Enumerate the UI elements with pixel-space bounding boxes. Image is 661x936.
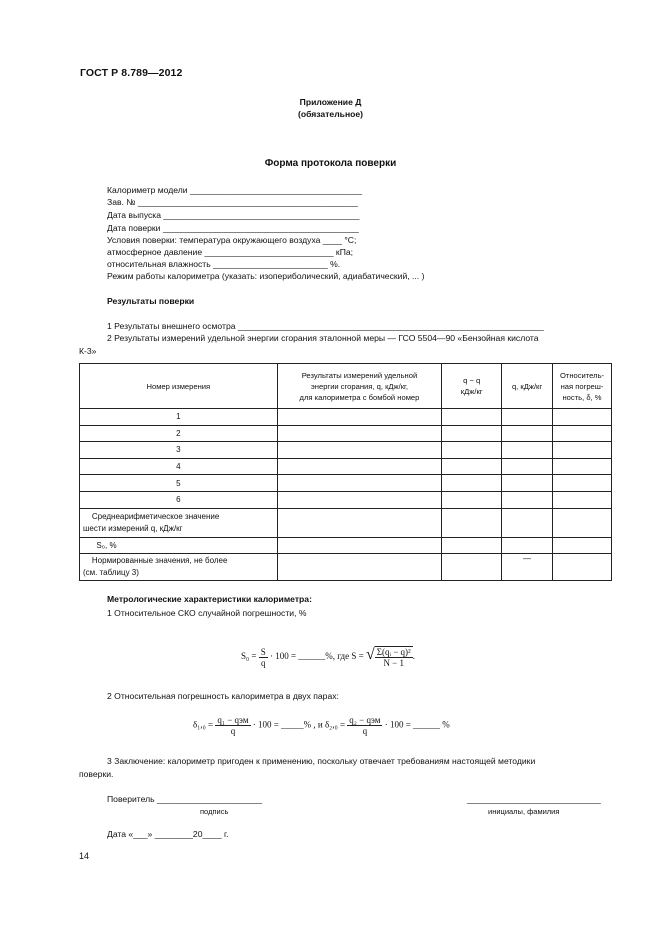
formula-s0: S₀ = $\frac{S}{q}$ · 100 = ______%, где S = √ $\frac{\text{Σ(qᵢ − q)²}}{N - 1}$ .: [241, 646, 415, 668]
f2-b: δ₂,₀ =: [324, 719, 346, 730]
metro-item-2: 2 Относительная погрешность калориметра в двух парах:: [107, 691, 339, 701]
f2-num2: q₂ − qэм: [349, 715, 381, 725]
field-model: Калориметр модели ____________________________________: [107, 185, 363, 195]
col-diff-header: [442, 364, 502, 409]
row-number: 6: [80, 491, 278, 508]
mean-label: [80, 508, 278, 537]
f1-sum-den: N − 1: [383, 658, 405, 668]
f1-sqrt-frac: [375, 646, 413, 668]
row-number: 5: [80, 475, 278, 492]
table-row: [80, 409, 612, 426]
row-number: 2: [80, 425, 278, 442]
f2-a: δ₁,₀ =: [193, 719, 214, 730]
col-results-l2: энергии сгорания, q, кДж/кг,: [310, 381, 408, 391]
norm-label: [80, 554, 278, 581]
field-mode: Режим работы калориметра (указать: изопериболический, адиабатический, ... ): [107, 271, 425, 281]
initials-line: ____________________________: [467, 794, 601, 804]
col-error-l3: ность, δ, %: [562, 392, 602, 402]
field-serial: Зав. № ______________________________________________: [107, 197, 358, 207]
col-diff-l2: кДж/кг: [460, 387, 483, 396]
col-mean-header: q, кДж/кг: [502, 364, 553, 409]
col-error-l2: ная погреш-: [560, 381, 604, 391]
f1-mid: · 100 = ______%, где S =: [269, 651, 364, 662]
document-header: ГОСТ Р 8.789—2012: [80, 67, 183, 79]
field-pressure: атмосферное давление ___________________________ кПа;: [107, 247, 354, 257]
field-temperature: Условия поверки: температура окружающего воздуха ____ °C;: [107, 235, 357, 245]
f2-mid1: · 100 = _____% , и: [252, 719, 323, 730]
table-row: [80, 491, 612, 508]
field-humidity: относительная влажность ________________________ %.: [107, 259, 341, 269]
form-title: Форма протокола поверки: [264, 158, 397, 169]
s0-row: [80, 537, 612, 554]
formula-delta: [193, 715, 450, 736]
conclusion-cont: поверки.: [79, 769, 114, 779]
appendix-title: Приложение Д: [299, 97, 362, 107]
f2-den1: q: [230, 726, 236, 736]
norm-dash: —: [502, 554, 553, 581]
item-2: 2 Результаты измерений удельной энергии сгорания эталонной меры — ГСО 5504—90 «Бензойная кислота: [107, 333, 539, 343]
table-row: [80, 442, 612, 459]
f2-frac2: [347, 715, 382, 736]
col-error-header: [553, 364, 612, 409]
col-diff-l1: q − q: [463, 376, 481, 385]
page-number: 14: [79, 851, 90, 861]
item-1: 1 Результаты внешнего осмотра ________________________________________________________________: [107, 321, 544, 331]
f1-left: S₀ =: [241, 651, 257, 662]
s0-label: [80, 537, 278, 554]
col-number-header: Номер измерения: [80, 364, 278, 409]
table-row: [80, 458, 612, 475]
f1-sum-num: Σ(qᵢ − q)²: [376, 647, 411, 657]
results-table: [79, 363, 612, 581]
conclusion: 3 Заключение: калориметр пригоден к применению, поскольку отвечает требованиям настоящей методики: [107, 756, 536, 766]
row-number: 4: [80, 458, 278, 475]
mean-l2: шести измерений q, кДж/кг: [83, 523, 183, 533]
f1-frac: [259, 647, 268, 668]
row-number: 3: [80, 442, 278, 459]
field-verification-date: Дата поверки _________________________________________: [107, 223, 359, 233]
table-header-row: [80, 364, 612, 409]
f2-num1: q₁ − qэм: [217, 715, 249, 725]
f1-den: q: [260, 657, 266, 668]
table-row: [80, 475, 612, 492]
sqrt-icon: √: [365, 646, 375, 664]
col-results-header: [277, 364, 442, 409]
field-release-date: Дата выпуска _________________________________________: [107, 210, 360, 220]
norm-l2: (см. таблицу 3): [83, 568, 139, 578]
results-title: Результаты поверки: [107, 296, 195, 306]
metro-title: Метрологические характеристики калориметра:: [107, 594, 312, 604]
col-results-l1: Результаты измерений удельной: [301, 370, 418, 380]
norm-row: [80, 554, 612, 581]
col-error-l1: Относитель-: [559, 370, 605, 380]
s0-text: S₀, %: [96, 540, 117, 550]
table-row: [80, 425, 612, 442]
f2-frac1: [215, 715, 250, 736]
initials-label: инициалы, фамилия: [488, 807, 560, 816]
date-line: Дата «___» ________20____ г.: [107, 829, 229, 839]
f2-den2: q: [362, 726, 368, 736]
sign-label: подпись: [200, 807, 229, 816]
f2-end: · 100 = ______ %: [384, 719, 450, 730]
verifier-line: Поверитель ______________________: [107, 794, 263, 804]
metro-item-1: 1 Относительное СКО случайной погрешности, %: [107, 608, 307, 618]
item-2-cont: К-3»: [79, 346, 97, 356]
col-results-l3: для калориметра с бомбой номер: [299, 392, 420, 402]
mean-l1: Среднеарифметическое значение: [91, 511, 220, 521]
appendix-subtitle: (обязательное): [297, 109, 364, 119]
row-number: 1: [80, 409, 278, 426]
mean-row: [80, 508, 612, 537]
f1-num: S: [260, 646, 266, 657]
norm-l1: Нормированные значения, не более: [91, 556, 228, 566]
